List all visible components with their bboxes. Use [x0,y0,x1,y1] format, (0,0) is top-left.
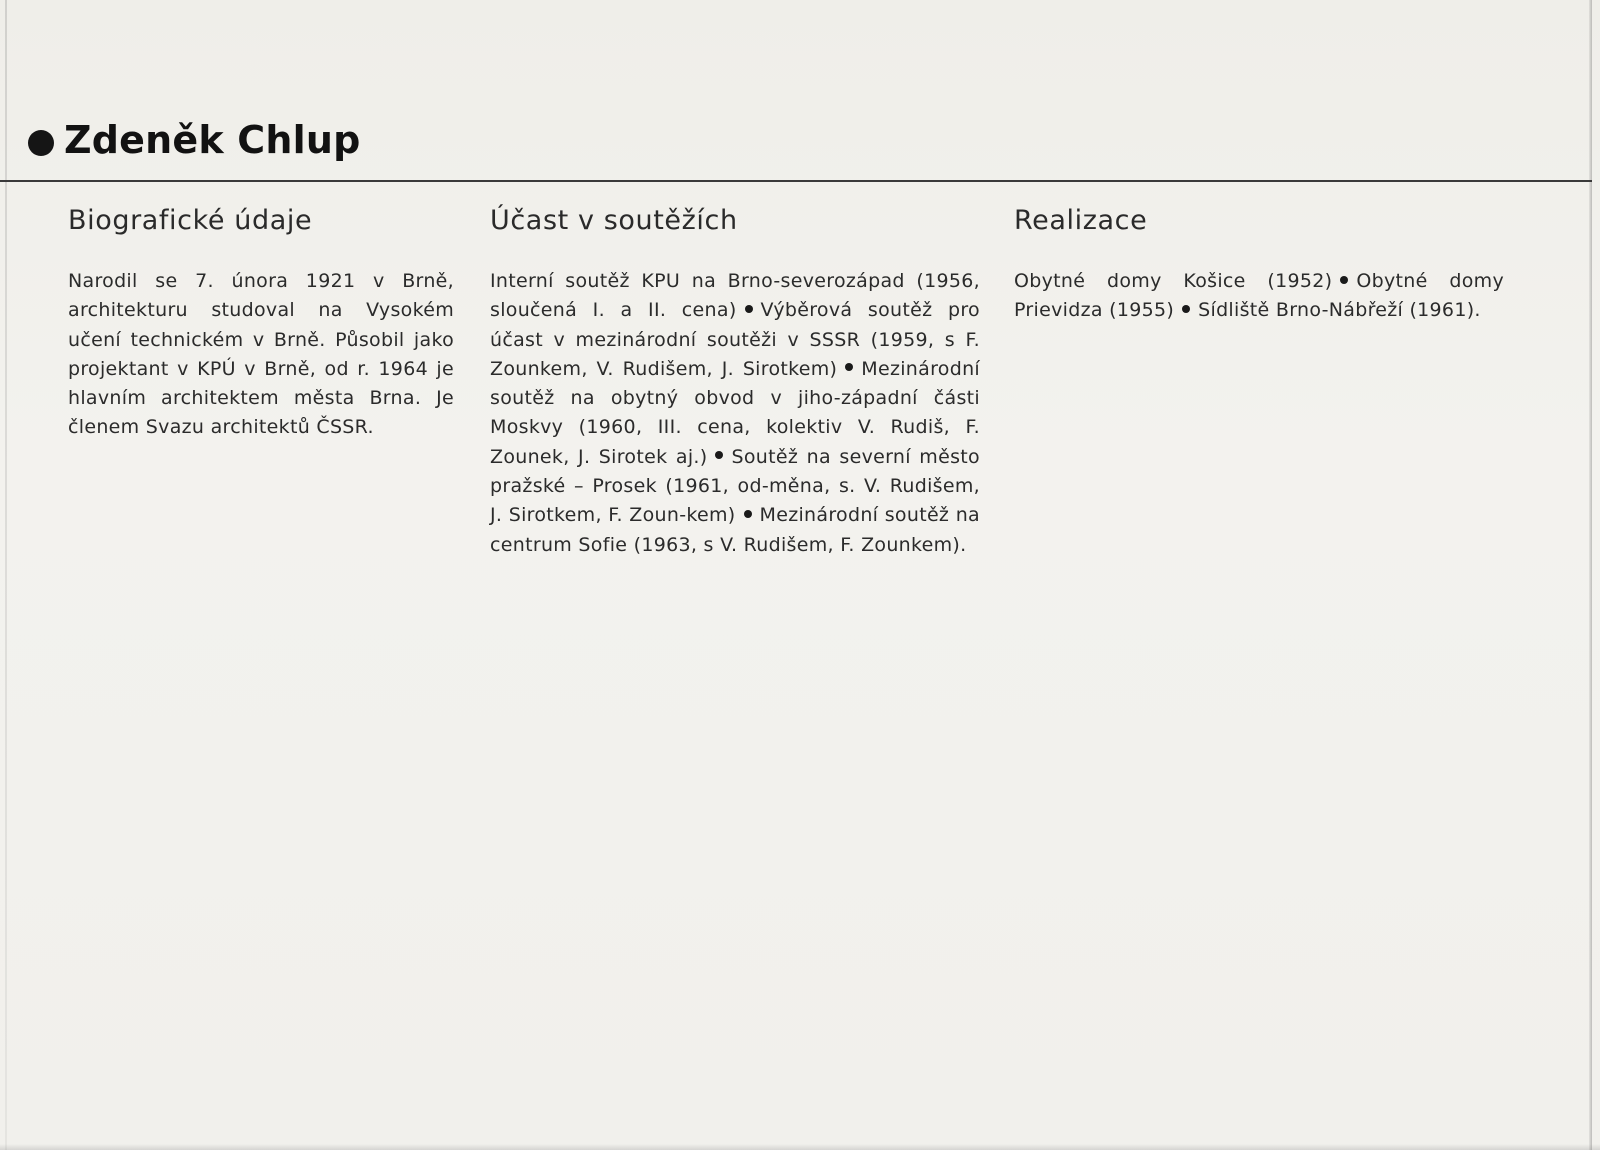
competition-item: Mezinárodní soutěž na centrum Sofie (1963, s V. Rudišem, F. Zounkem). [490,504,980,556]
bullet-separator-icon [845,363,853,371]
page-header [28,118,360,162]
bullet-separator-icon [745,305,753,313]
realization-item: Obytné domy Košice (1952) [1014,270,1333,292]
biography-text: Narodil se 7. února 1921 v Brně, architekturu studoval na Vysokém učení technickém v Brně. Působil jako projektant v KPÚ v Brně, od r. 1964 je hlavním architektem města Brna. Je členem Svazu architektů ČSSR. [68,270,454,439]
realization-item: Obytné domy Prievidza (1955) [1014,270,1504,322]
bullet-separator-icon [744,510,752,518]
competition-item: Mezinárodní soutěž na obytný obvod v jiho-západní části Moskvy (1960, III. cena, kolektiv V. Rudiš, F. Zounek, J. Sirotek aj.) [490,357,980,468]
competition-item: Interní soutěž KPU na Brno-severozápad (1956, sloučená I. a II. cena) [490,270,980,322]
page-left-edge [5,0,7,1150]
competitions-column [490,203,980,560]
realizations-column [1014,203,1504,326]
competition-item: Výběrová soutěž pro účast v mezinárodní soutěži v SSSR (1959, s F. Zounkem, V. Rudišem, J. Sirotkem) [490,299,980,380]
competition-item: Soutěž na severní město pražské – Prosek (1961, od-měna, s. V. Rudišem, J. Sirotkem, F. Zoun-kem) [490,445,980,527]
bullet-separator-icon [715,451,723,459]
biography-heading: Biografické údaje [68,205,313,236]
header-divider [0,180,1592,182]
bullet-separator-icon [1182,305,1190,313]
realizations-heading: Realizace [1014,205,1148,236]
realizations-text [1014,267,1504,326]
competitions-heading: Účast v soutěžích [490,205,738,236]
biography-column [68,203,454,443]
page-title: Zdeněk Chlup [64,118,361,162]
competitions-text [490,267,980,560]
realization-item: Sídliště Brno-Nábřeží (1961). [1198,299,1481,322]
bullet-icon [28,130,54,156]
page-bottom-edge [0,1144,1600,1150]
page-right-edge [1589,0,1592,1150]
bullet-separator-icon [1340,276,1348,284]
